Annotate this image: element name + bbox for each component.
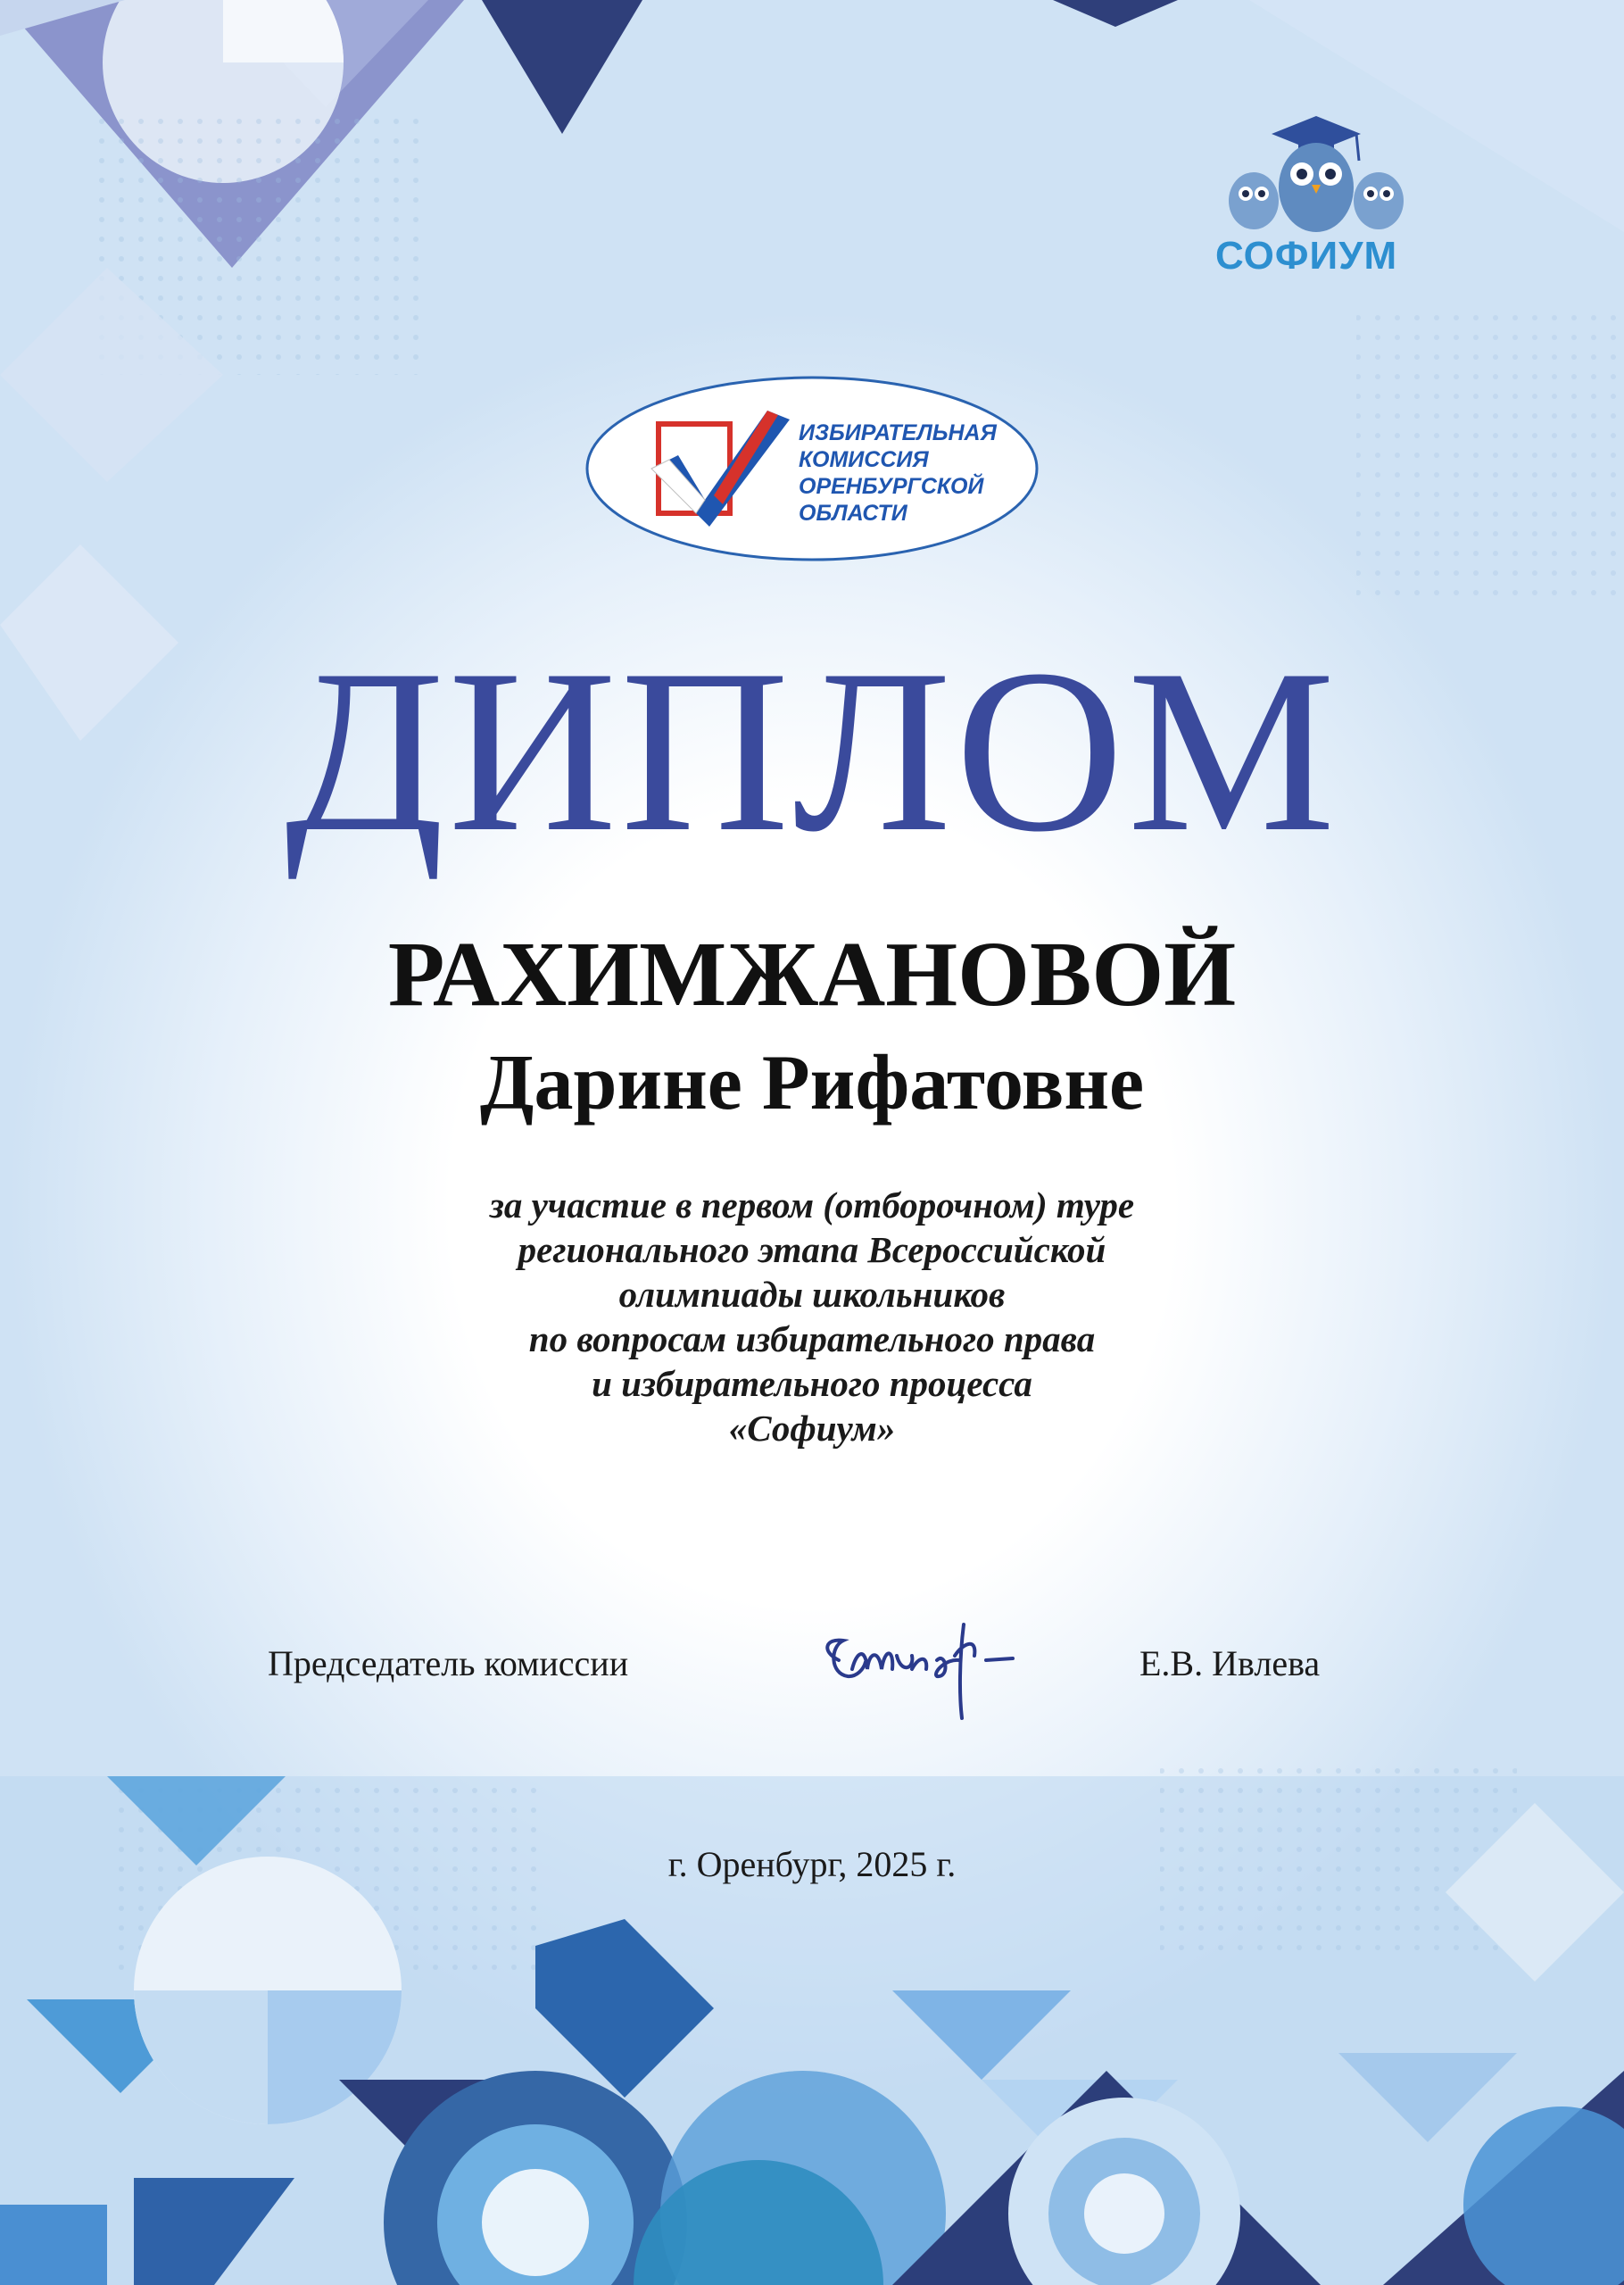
city-and-year: г. Оренбург, 2025 г. [667, 1844, 957, 1884]
reason-line: регионального этапа Всероссийской [518, 1229, 1106, 1270]
signer-role: Председатель комиссии [268, 1643, 629, 1683]
award-reason [0, 1183, 1624, 1450]
sofium-logo-text: СОФИУМ [1215, 234, 1398, 278]
reason-line: «Софиум» [728, 1408, 896, 1449]
svg-text:КОМИССИЯ: КОМИССИЯ [799, 447, 929, 472]
svg-text:ИЗБИРАТЕЛЬНАЯ: ИЗБИРАТЕЛЬНАЯ [799, 420, 997, 445]
signer-name: Е.В. Ивлева [1139, 1643, 1321, 1683]
sofium-owls-logo [1209, 112, 1423, 237]
reason-line: олимпиады школьников [618, 1274, 1006, 1315]
reason-line: по вопросам избирательного права [528, 1318, 1096, 1359]
svg-text:ОБЛАСТИ: ОБЛАСТИ [799, 501, 907, 526]
reason-line: и избирательного процесса [592, 1363, 1032, 1404]
recipient-given-name: Дарине Рифатовне [479, 1040, 1145, 1126]
recipient-surname: РАХИМЖАНОВОЙ [387, 923, 1237, 1026]
reason-line: за участие в первом (отборочном) туре [489, 1184, 1135, 1226]
election-commission-logo [580, 370, 1044, 567]
svg-text:ОРЕНБУРГСКОЙ: ОРЕНБУРГСКОЙ [799, 474, 984, 499]
diploma-title: ДИПЛОМ [285, 621, 1339, 880]
signature [803, 1607, 1071, 1723]
